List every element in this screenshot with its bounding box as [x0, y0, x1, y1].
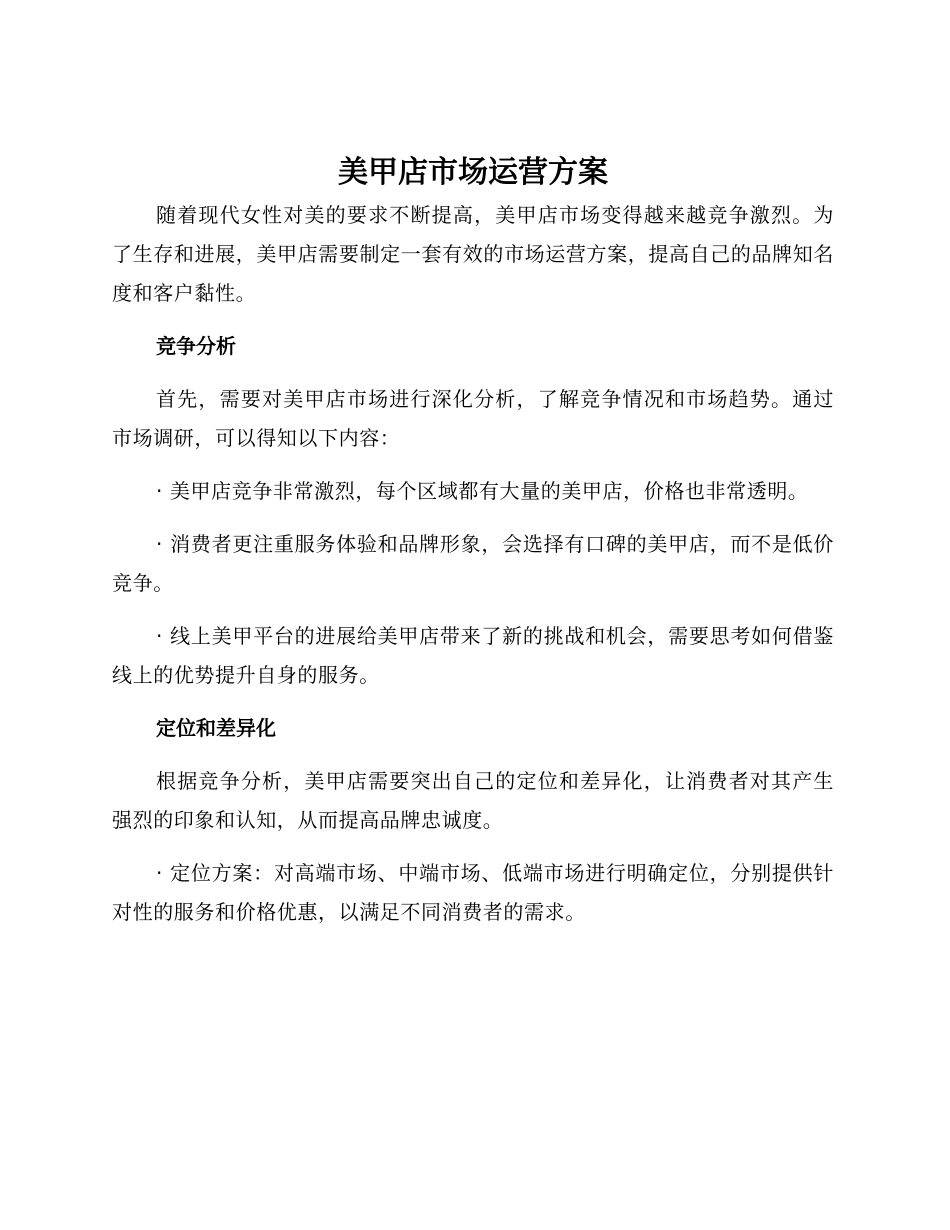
spacer: [112, 366, 834, 380]
spacer: [112, 603, 834, 617]
document-title: 美甲店市场运营方案: [338, 155, 608, 190]
competition-bullet-3: · 线上美甲平台的进展给美甲店带来了新的挑战和机会，需要思考如何借鉴线上的优势提升自身的服务。: [112, 624, 834, 687]
spacer: [112, 695, 834, 709]
positioning-bullet-1: · 定位方案：对高端市场、中端市场、低端市场进行明确定位，分别提供针对性的服务和价格优惠，以满足不同消费者的需求。: [112, 861, 834, 924]
spacer: [112, 313, 834, 327]
section-heading-competition: 竞争分析: [156, 334, 236, 358]
competition-bullet-2: · 消费者更注重服务体验和品牌形象，会选择有口碑的美甲店，而不是低价竞争。: [112, 532, 834, 595]
intro-paragraph: 随着现代女性对美的要求不断提高，美甲店市场变得越来越竞争激烈。为了生存和进展，美甲店需要制定一套有效的市场运营方案，提高自己的品牌知名度和客户黏性。: [112, 203, 834, 305]
section-heading-positioning: 定位和差异化: [156, 716, 276, 740]
spacer: [112, 840, 834, 854]
competition-bullet-1: · 美甲店竞争非常激烈，每个区域都有大量的美甲店，价格也非常透明。: [156, 479, 809, 503]
spacer: [112, 458, 834, 472]
spacer: [112, 748, 834, 762]
spacer: [112, 511, 834, 525]
positioning-paragraph: 根据竞争分析，美甲店需要突出自己的定位和差异化，让消费者对其产生强烈的印象和认知，从而提高品牌忠诚度。: [112, 769, 834, 832]
document-page: [112, 150, 834, 932]
competition-paragraph: 首先，需要对美甲店市场进行深化分析，了解竞争情况和市场趋势。通过市场调研，可以得知以下内容：: [112, 387, 834, 450]
